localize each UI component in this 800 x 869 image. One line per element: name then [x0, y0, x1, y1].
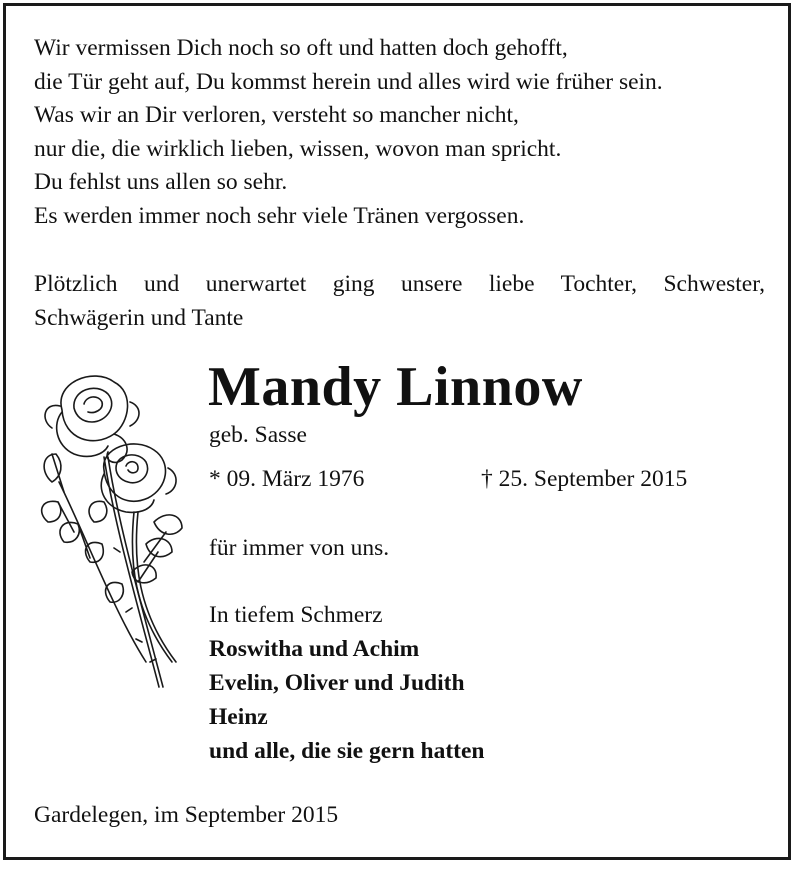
poem-line: Es werden immer noch sehr viele Tränen vergossen.: [34, 202, 525, 229]
intro-line: Schwägerin und Tante: [34, 304, 244, 331]
mourners-lead: In tiefem Schmerz: [209, 602, 383, 628]
deceased-name: Mandy Linnow: [208, 356, 583, 418]
intro-text: [34, 268, 765, 335]
mourner-name: Roswitha und Achim: [209, 636, 420, 662]
mourner-name: und alle, die sie gern hatten: [209, 738, 485, 764]
poem-line: die Tür geht auf, Du kommst herein und alles wird wie früher sein.: [34, 68, 663, 95]
poem-line: Wir vermissen Dich noch so oft und hatten doch gehofft,: [34, 35, 568, 61]
closing-text: für immer von uns.: [209, 535, 390, 561]
mourner-name: Evelin, Oliver und Judith: [209, 670, 465, 696]
maiden-name: geb. Sasse: [209, 422, 307, 448]
rose-icon: [34, 362, 194, 697]
poem-line: Was wir an Dir verloren, versteht so mancher nicht,: [34, 102, 519, 128]
death-date: † 25. September 2015: [481, 466, 688, 492]
mourners: [209, 598, 484, 768]
place-date: Gardelegen, im September 2015: [34, 802, 339, 828]
poem-line: Du fehlst uns allen so sehr.: [34, 169, 288, 195]
poem: [34, 32, 774, 233]
birth-date: * 09. März 1976: [209, 466, 365, 492]
poem-line: nur die, die wirklich lieben, wissen, wovon man spricht.: [34, 135, 562, 162]
mourner-name: Heinz: [209, 704, 268, 730]
intro-line: Plötzlich und unerwartet ging unsere liebe Tochter, Schwester,: [34, 271, 765, 297]
